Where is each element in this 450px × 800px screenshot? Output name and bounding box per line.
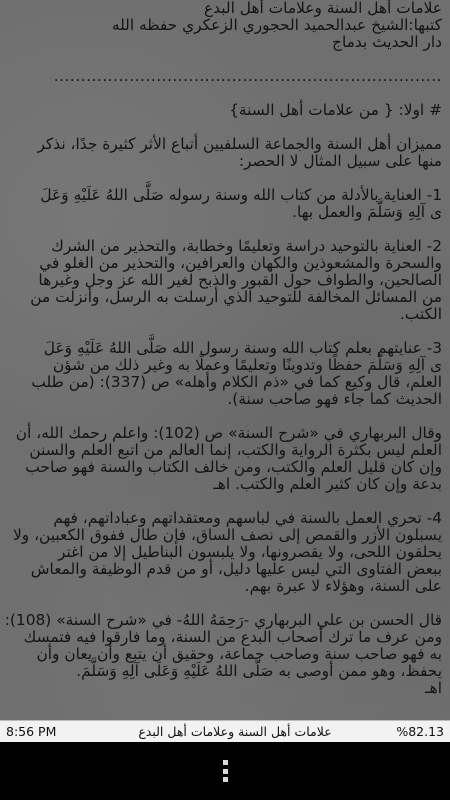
- paragraph-line: ومن عرف ما ترك أصحاب البدع من السنة، وما فارقوا فيه فتمسك: [23, 628, 442, 646]
- paragraph: [4, 611, 442, 697]
- paragraph-line: وقال البربهاري في «شرح السنة» ص (102): واعلم رحمك الله، أن: [15, 424, 442, 442]
- paragraph-line: ببعض الفتاوى التي ليس عليها دليل، أو من قدم الوظيفة والمعاش: [30, 560, 442, 578]
- paragraph-line: الحديث كما جاء فهو صاحب سنة).: [227, 390, 442, 408]
- paragraph-line: يحفظ، وهو ممن أوصى به صَلَّى اللهُ عَلَيْهِ وَعَلَى آلِهِ وَسَلَّمَ.: [76, 662, 442, 680]
- paragraph-line: يحلقون اللحى، ولا يقصرونها، ولا يلبسون البناطيل إلا من اغتر: [58, 543, 442, 561]
- paragraph-line: العلم، قال وكيع كما في «ذم الكلام وأهله» ص (337): (من طلب: [31, 373, 442, 391]
- navigation-bar: [0, 742, 450, 800]
- paragraph-list: [4, 135, 442, 697]
- paragraph: [8, 238, 442, 323]
- paragraph-line: يسبلون الأزر والقمص إلى نصف الساق، فإن طال ففوق الكعبين، ولا: [12, 526, 442, 544]
- paragraph-line: ى آلِهِ وَسَلَّمَ حفظًا وتدوينًا وتعليمًا وعملًا به وغير ذلك من شؤن: [52, 356, 442, 374]
- paragraph-line: الكتب.: [399, 305, 442, 323]
- paragraph: [8, 136, 442, 170]
- paragraph: [8, 187, 442, 221]
- document-header: [8, 0, 442, 51]
- header-line: علامات أهل السنة وعلامات أهل البدع: [203, 0, 442, 17]
- paragraph-line: به فهو صاحب سنة وصاحب جماعة، وحقيق أن يتبع وأن يعان وأن: [36, 645, 442, 663]
- paragraph-line: 4- تحري العمل بالسنة في لباسهم ومعتقداتهم وعباداتهم، فهم: [53, 509, 442, 527]
- paragraph-line: العلم ليس بكثرة الرواية والكتب، إنما العالم من اتبع العلم والسنن: [29, 441, 442, 459]
- paragraph-line: والسحرة والمشعوذين والكهان والعرافين، والتحذير من الغلو في: [39, 254, 442, 272]
- paragraph-line: 3- عنايتهم بعلم كتاب الله وسنة رسول الله صَلَّى اللهُ عَلَيْهِ وَعَلَ: [43, 339, 442, 357]
- reader-status-bar: [0, 720, 450, 743]
- paragraph: [8, 340, 442, 408]
- paragraph-line: 1- العناية بالأدلة من كتاب الله وسنة رسوله صَلَّى اللهُ عَلَيْهِ وَعَلَ: [40, 186, 442, 204]
- header-line: كتبها:الشيخ عبدالحميد الحجوري الزعكري حفظه الله: [111, 16, 442, 34]
- paragraph-line: ى آلِهِ وَسَلَّمَ والعمل بها.: [292, 203, 442, 221]
- paragraph-line: على السنة، وهؤلاء لا عبرة بهم.: [244, 577, 442, 595]
- overflow-menu-icon[interactable]: [216, 760, 234, 782]
- paragraph-line: مميزان أهل السنة والجماعة السلفيين أتباع الأثر كثيرة جدًا، نذكر: [37, 135, 442, 153]
- clock-time: 8:56 PM: [6, 724, 57, 739]
- paragraph-line: اهـ: [425, 679, 442, 697]
- paragraph-line: قال الحسن بن علي البربهاري -رَحِمَهُ اللهُ- في «شرح السنة» (108):: [4, 611, 442, 629]
- document-content: [4, 0, 442, 720]
- header-line: دار الحديث بدماج: [332, 33, 442, 51]
- paragraph-line: من المسائل المخالفة للتوحيد الذي أرسلت به الرسل، وأنزلت من: [30, 288, 442, 306]
- paragraph-line: 2- العناية بالتوحيد دراسة وتعليمًا وخطابة، والتحذير من الشرك: [51, 237, 442, 255]
- paragraph-line: وإن كان قليل العلم والكتب، ومن خالف الكتاب والسنة فهو صاحب: [25, 458, 442, 476]
- paragraph-line: الصالحين، والطواف حول القبور والذبح لغير الله عز وجل وغيرها: [38, 271, 442, 289]
- section-heading: # اولا: { من علامات أهل السنة}: [229, 101, 442, 119]
- paragraph-line: بدعة وإن كان كثير العلم والكتب. اهـ: [213, 475, 442, 493]
- separator: ........................................................................: [53, 67, 442, 85]
- paragraph-line: منها على سبيل المثال لا الحصر:: [238, 152, 442, 170]
- paragraph: [8, 510, 442, 595]
- paragraph: [8, 425, 442, 493]
- book-title: علامات أهل السنة وعلامات أهل البدع: [138, 724, 332, 739]
- reading-progress: %82.13: [396, 724, 444, 739]
